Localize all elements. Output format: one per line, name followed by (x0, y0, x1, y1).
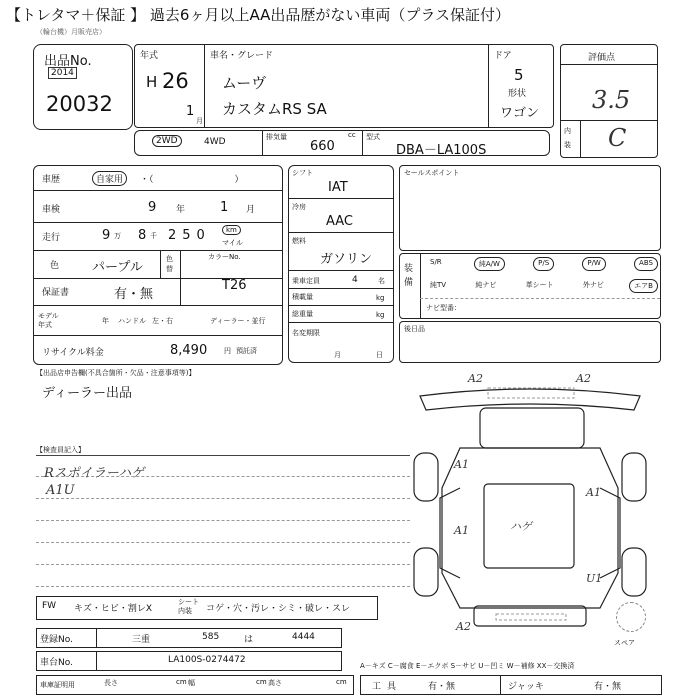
shape-value: ワゴン (500, 106, 540, 121)
model-value: DBA－LA100S (396, 143, 487, 158)
chassis-label: 車台No. (40, 658, 73, 668)
damage-mark: A2 (468, 372, 483, 385)
model-label: 型式 (366, 133, 380, 141)
inspection-y: 年 (176, 205, 186, 215)
disp-cc: cc (348, 131, 356, 139)
equipment-item: 革シート (525, 281, 554, 289)
recycle-unit: 円 (224, 347, 231, 355)
namechange-label: 名変期限 (292, 329, 320, 337)
mileage-sen-unit: 千 (150, 232, 157, 240)
capacity-label: 乗車定員 (292, 277, 320, 285)
cert-label: 車庫証明用 (40, 681, 75, 689)
inspection-month: 1 (220, 200, 229, 215)
rear-spoiler (420, 389, 640, 410)
door-value: 5 (514, 66, 524, 84)
mileage-unit2: マイル (222, 239, 243, 247)
registration-pref: 三重 (132, 635, 151, 645)
drive-row (134, 130, 550, 156)
weight-label: 総重量 (292, 310, 313, 318)
recycle-note: 預託済 (236, 347, 257, 355)
fw-items2: コゲ・穴・汚レ・シミ・破レ・スレ (206, 604, 351, 614)
damage-mark: A1 (454, 458, 469, 471)
registration-num2: 4444 (292, 632, 315, 642)
rear-seat-label: 後日品 (404, 325, 425, 333)
equipment-item: エアB (629, 279, 658, 293)
year-month-unit: 月 (196, 117, 203, 125)
front-bumper (474, 606, 586, 626)
tools-label: 工具 (372, 682, 403, 692)
model-year-dealer: ディーラー・並行 (210, 317, 266, 325)
sales-point-label: セールスポイント (404, 169, 460, 177)
year-value: 26 (162, 69, 189, 93)
jack-value: 有・無 (594, 682, 622, 692)
car-damage-diagram (400, 368, 662, 648)
load-unit: kg (376, 294, 385, 302)
chassis-value: LA100S-0274472 (168, 655, 246, 665)
equipment-item: 純A/W (474, 257, 505, 271)
cert-row (36, 675, 354, 695)
car-name: ムーヴ (222, 74, 267, 92)
history-value: 自家用 (92, 171, 127, 186)
header-sub: （輪台機）月販売店） (36, 28, 106, 36)
inspector-label: 【検査員記入】 (36, 446, 85, 454)
interior-value: C (608, 124, 627, 152)
inspection-m: 月 (246, 205, 256, 215)
warranty-label: 保証書 (42, 288, 70, 298)
warranty-value: 有・無 (114, 287, 154, 302)
history-rest: ・（ ） (140, 175, 244, 185)
cert-cm1: cm (176, 678, 187, 686)
dealer-note-label: 【出品店申告欄(不具合箇所・欠品・注意事項等)】 (36, 369, 196, 377)
cert-l1: 長さ (104, 679, 118, 687)
cert-l2: 幅 (188, 679, 195, 687)
load-label: 積載量 (292, 293, 313, 301)
recycle-value: 8,490 (170, 343, 208, 358)
year-label: 年式 (140, 51, 159, 61)
model-year-y: 年 (102, 317, 109, 325)
inspector-line2: A1U (46, 483, 75, 498)
rear-left-wheel (414, 453, 438, 501)
lot-label: 出品No. (44, 54, 92, 69)
mileage-label: 走行 (42, 233, 61, 243)
mileage-rest: 250 (168, 228, 211, 243)
color-code: T26 (222, 278, 247, 293)
registration-label: 登録No. (40, 635, 73, 645)
namechange-m: 月 (334, 351, 341, 359)
shift-label: シフト (292, 169, 313, 177)
car-label: 車名・グレード (210, 51, 274, 61)
grade-score: 3.5 (592, 86, 631, 114)
equipment-item: S/R (430, 258, 442, 266)
interior-label: 内装 (564, 127, 571, 149)
fw-label2: シート内装 (178, 598, 199, 615)
front-right-wheel (622, 548, 646, 596)
door-label: ドア (494, 51, 512, 61)
year-month: 1 (186, 104, 195, 119)
drive-2wd: 2WD (152, 135, 182, 147)
mileage-sen: 8 (138, 228, 147, 243)
shift-value: IAT (328, 180, 348, 195)
equipment-item: ABS (634, 257, 658, 271)
jack-label: ジャッキ (508, 682, 544, 692)
equipment-item: P/W (582, 257, 606, 271)
page-title: 【トレタマ＋保証 】 過去6ヶ月以上AA出品歴がない車両（プラス保証付） (6, 6, 510, 24)
model-year-lr: 左・右 (152, 317, 173, 325)
mileage-man-unit: 万 (114, 232, 121, 240)
right-door-line (600, 488, 620, 578)
registration-kana: は (244, 635, 254, 645)
rear-right-wheel (622, 453, 646, 501)
disp-label: 排気量 (266, 133, 287, 141)
drive-4wd: 4WD (204, 137, 226, 147)
capacity-value: 4 (352, 275, 358, 285)
weight-unit: kg (376, 311, 385, 319)
equipment-label: 装備 (404, 264, 414, 288)
ac-label: 冷房 (292, 203, 306, 211)
tools-value: 有・無 (428, 682, 456, 692)
damage-mark: A1 (454, 524, 469, 537)
model-year-label: モデル年式 (38, 312, 59, 329)
inspection-year: 9 (148, 200, 157, 215)
mileage-unit: km (222, 225, 241, 235)
car-grade: カスタムRS SA (222, 100, 327, 118)
model-year-handle: ハンドル (118, 317, 146, 325)
equipment-item: 純TV (430, 281, 447, 289)
damage-mark: ハゲ (510, 520, 532, 533)
capacity-unit: 名 (378, 277, 385, 285)
color-label: 色 (50, 261, 60, 271)
lot-year-stamp: 2014 (48, 67, 77, 79)
disp-value: 660 (310, 139, 335, 154)
equipment-item: 外ナビ (582, 281, 604, 289)
shape-label: 形状 (508, 89, 527, 99)
spare-label: スペア (614, 639, 635, 647)
year-era: H (146, 73, 158, 91)
navi-label: ナビ型番： (426, 304, 461, 312)
color-change: 色替 (166, 255, 173, 273)
cert-cm3: cm (336, 678, 347, 686)
recycle-label: リサイクル料金 (42, 348, 104, 358)
mileage-man: 9 (102, 228, 111, 243)
front-left-wheel (414, 548, 438, 596)
damage-mark: A2 (456, 620, 471, 633)
cert-l3: 高さ (268, 679, 282, 687)
lot-number: 20032 (46, 92, 113, 116)
fw-label: FW (42, 601, 57, 611)
fuel-label: 燃料 (292, 237, 306, 245)
ac-value: AAC (326, 214, 353, 229)
dealer-note-value: ディーラー出品 (42, 386, 132, 401)
history-label: 車歴 (42, 175, 61, 185)
cert-cm2: cm (256, 678, 267, 686)
color-code-label: カラーNo. (208, 253, 241, 261)
inspection-label: 車検 (42, 205, 61, 215)
grade-label: 評価点 (588, 53, 616, 63)
damage-legend: A－キズ C－腐食 E－エクボ S－サビ U－凹ミ W－補修 XX－交換済 (360, 662, 575, 670)
equipment-item: 純ナビ (475, 281, 497, 289)
damage-mark: A1 (586, 486, 601, 499)
registration-num1: 585 (202, 632, 220, 642)
fuel-value: ガソリン (320, 252, 373, 267)
equipment-item: P/S (533, 257, 554, 271)
damage-mark: U1 (586, 572, 603, 585)
rear-seat-box (399, 321, 661, 363)
inspector-line1: Rスポイラーハゲ (44, 466, 145, 481)
namechange-d: 日 (376, 351, 383, 359)
rear-window (480, 408, 584, 448)
fw-items: キズ・ヒビ・割レX (74, 604, 152, 614)
color-value: パープル (92, 260, 143, 275)
damage-mark: A2 (576, 372, 591, 385)
